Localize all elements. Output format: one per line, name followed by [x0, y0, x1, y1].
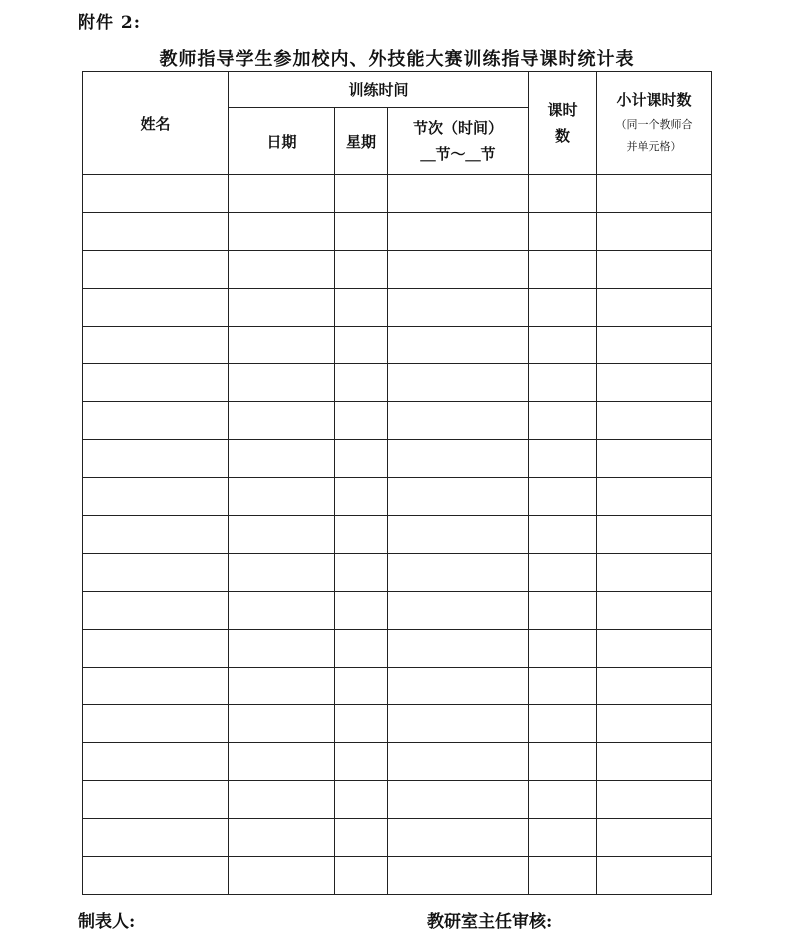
header-date: 日期	[229, 108, 335, 175]
table-row	[83, 440, 712, 478]
class-hours-cell[interactable]	[529, 402, 597, 440]
weekday-cell[interactable]	[335, 516, 388, 554]
date-cell[interactable]	[229, 326, 335, 364]
header-subtotal-note-line2: 并单元格）	[626, 139, 682, 153]
table-row	[83, 326, 712, 364]
name-cell[interactable]	[83, 440, 229, 478]
period-cell[interactable]	[388, 250, 529, 288]
date-cell[interactable]	[229, 440, 335, 478]
subtotal-cell[interactable]	[597, 591, 712, 629]
date-cell[interactable]	[229, 175, 335, 213]
weekday-cell[interactable]	[335, 250, 388, 288]
name-cell[interactable]	[83, 857, 229, 895]
table-row	[83, 857, 712, 895]
period-cell[interactable]	[388, 819, 529, 857]
hours-statistics-table	[82, 71, 712, 895]
period-cell[interactable]	[388, 288, 529, 326]
table-row	[83, 705, 712, 743]
class-hours-cell[interactable]	[529, 819, 597, 857]
class-hours-cell[interactable]	[529, 440, 597, 478]
table-row	[83, 250, 712, 288]
weekday-cell[interactable]	[335, 402, 388, 440]
table-row	[83, 781, 712, 819]
period-cell[interactable]	[388, 478, 529, 516]
weekday-cell[interactable]	[335, 781, 388, 819]
period-cell[interactable]	[388, 629, 529, 667]
subtotal-cell[interactable]	[597, 629, 712, 667]
class-hours-cell[interactable]	[529, 326, 597, 364]
name-cell[interactable]	[83, 781, 229, 819]
subtotal-cell[interactable]	[597, 364, 712, 402]
date-cell[interactable]	[229, 591, 335, 629]
table-row	[83, 478, 712, 516]
table-row	[83, 553, 712, 591]
subtotal-cell[interactable]	[597, 667, 712, 705]
subtotal-cell[interactable]	[597, 402, 712, 440]
subtotal-cell[interactable]	[597, 553, 712, 591]
weekday-cell[interactable]	[335, 364, 388, 402]
class-hours-cell[interactable]	[529, 705, 597, 743]
weekday-cell[interactable]	[335, 288, 388, 326]
date-cell[interactable]	[229, 743, 335, 781]
date-cell[interactable]	[229, 516, 335, 554]
subtotal-cell[interactable]	[597, 478, 712, 516]
class-hours-cell[interactable]	[529, 667, 597, 705]
class-hours-cell[interactable]	[529, 781, 597, 819]
subtotal-cell[interactable]	[597, 212, 712, 250]
weekday-cell[interactable]	[335, 326, 388, 364]
subtotal-cell[interactable]	[597, 743, 712, 781]
table-row	[83, 364, 712, 402]
period-cell[interactable]	[388, 857, 529, 895]
period-cell[interactable]	[388, 402, 529, 440]
period-cell[interactable]	[388, 326, 529, 364]
table-row	[83, 819, 712, 857]
class-hours-cell[interactable]	[529, 629, 597, 667]
name-cell[interactable]	[83, 629, 229, 667]
weekday-cell[interactable]	[335, 667, 388, 705]
name-cell[interactable]	[83, 326, 229, 364]
subtotal-cell[interactable]	[597, 781, 712, 819]
period-cell[interactable]	[388, 553, 529, 591]
subtotal-cell[interactable]	[597, 857, 712, 895]
weekday-cell[interactable]	[335, 705, 388, 743]
weekday-cell[interactable]	[335, 212, 388, 250]
date-cell[interactable]	[229, 857, 335, 895]
name-cell[interactable]	[83, 553, 229, 591]
class-hours-cell[interactable]	[529, 591, 597, 629]
header-subtotal-note	[597, 114, 711, 158]
weekday-cell[interactable]	[335, 819, 388, 857]
name-cell[interactable]	[83, 743, 229, 781]
name-cell[interactable]	[83, 364, 229, 402]
weekday-cell[interactable]	[335, 175, 388, 213]
header-period-line2: ＿节～＿节	[420, 145, 496, 163]
date-cell[interactable]	[229, 781, 335, 819]
table-row	[83, 591, 712, 629]
subtotal-cell[interactable]	[597, 705, 712, 743]
preparer-label: 制表人:	[78, 912, 136, 932]
date-cell[interactable]	[229, 364, 335, 402]
table-body	[83, 175, 712, 895]
class-hours-cell[interactable]	[529, 553, 597, 591]
document-title: 教师指导学生参加校内、外技能大赛训练指导课时统计表	[159, 49, 635, 70]
subtotal-cell[interactable]	[597, 288, 712, 326]
class-hours-cell[interactable]	[529, 516, 597, 554]
period-cell[interactable]	[388, 781, 529, 819]
reviewer-label: 教研室主任审核:	[427, 912, 553, 932]
period-cell[interactable]	[388, 667, 529, 705]
class-hours-cell[interactable]	[529, 364, 597, 402]
class-hours-cell[interactable]	[529, 288, 597, 326]
name-cell[interactable]	[83, 250, 229, 288]
date-cell[interactable]	[229, 553, 335, 591]
period-cell[interactable]	[388, 175, 529, 213]
date-cell[interactable]	[229, 212, 335, 250]
class-hours-cell[interactable]	[529, 743, 597, 781]
weekday-cell[interactable]	[335, 629, 388, 667]
table-row	[83, 743, 712, 781]
period-cell[interactable]	[388, 364, 529, 402]
weekday-cell[interactable]	[335, 857, 388, 895]
date-cell[interactable]	[229, 478, 335, 516]
period-cell[interactable]	[388, 743, 529, 781]
weekday-cell[interactable]	[335, 478, 388, 516]
name-cell[interactable]	[83, 667, 229, 705]
header-period	[388, 108, 529, 175]
name-cell[interactable]	[83, 288, 229, 326]
table-row	[83, 516, 712, 554]
name-cell[interactable]	[83, 212, 229, 250]
table-row	[83, 288, 712, 326]
subtotal-cell[interactable]	[597, 326, 712, 364]
header-training-time: 训练时间	[229, 72, 529, 108]
table-row	[83, 667, 712, 705]
header-name: 姓名	[83, 72, 229, 175]
period-cell[interactable]	[388, 516, 529, 554]
weekday-cell[interactable]	[335, 591, 388, 629]
header-subtotal-label: 小计课时数	[616, 90, 692, 109]
subtotal-cell[interactable]	[597, 250, 712, 288]
subtotal-cell[interactable]	[597, 819, 712, 857]
date-cell[interactable]	[229, 629, 335, 667]
period-cell[interactable]	[388, 705, 529, 743]
class-hours-cell[interactable]	[529, 175, 597, 213]
header-weekday: 星期	[335, 108, 388, 175]
date-cell[interactable]	[229, 819, 335, 857]
header-subtotal	[597, 72, 712, 175]
name-cell[interactable]	[83, 705, 229, 743]
class-hours-cell[interactable]	[529, 212, 597, 250]
subtotal-cell[interactable]	[597, 516, 712, 554]
name-cell[interactable]	[83, 402, 229, 440]
date-cell[interactable]	[229, 705, 335, 743]
subtotal-cell[interactable]	[597, 175, 712, 213]
date-cell[interactable]	[229, 250, 335, 288]
period-cell[interactable]	[388, 440, 529, 478]
name-cell[interactable]	[83, 175, 229, 213]
class-hours-cell[interactable]	[529, 478, 597, 516]
table-row	[83, 212, 712, 250]
table-row	[83, 175, 712, 213]
header-class-hours-line2: 数	[555, 127, 571, 145]
date-cell[interactable]	[229, 402, 335, 440]
period-cell[interactable]	[388, 591, 529, 629]
header-subtotal-note-line1: （同一个教师合	[615, 117, 693, 131]
table-row	[83, 402, 712, 440]
header-class-hours	[529, 72, 597, 175]
class-hours-cell[interactable]	[529, 857, 597, 895]
header-period-line1: 节次（时间）	[413, 119, 504, 137]
name-cell[interactable]	[83, 819, 229, 857]
attachment-label: 附件 2:	[78, 13, 142, 33]
weekday-cell[interactable]	[335, 553, 388, 591]
name-cell[interactable]	[83, 591, 229, 629]
weekday-cell[interactable]	[335, 440, 388, 478]
table-row	[83, 629, 712, 667]
header-class-hours-line1: 课时	[547, 101, 578, 119]
name-cell[interactable]	[83, 516, 229, 554]
date-cell[interactable]	[229, 667, 335, 705]
class-hours-cell[interactable]	[529, 250, 597, 288]
subtotal-cell[interactable]	[597, 440, 712, 478]
date-cell[interactable]	[229, 288, 335, 326]
period-cell[interactable]	[388, 212, 529, 250]
weekday-cell[interactable]	[335, 743, 388, 781]
name-cell[interactable]	[83, 478, 229, 516]
